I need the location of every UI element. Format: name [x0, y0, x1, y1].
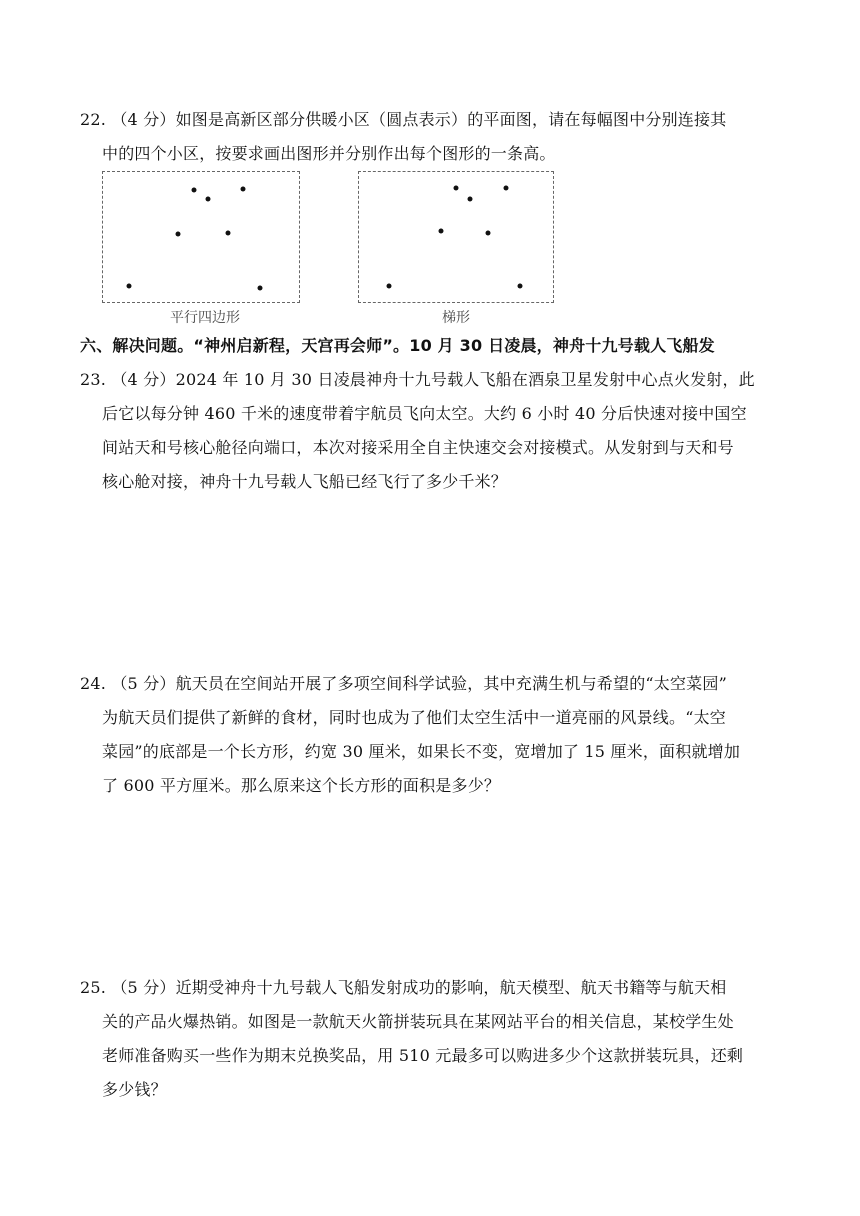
dot [258, 286, 263, 291]
dot [192, 188, 197, 193]
dot [454, 186, 459, 191]
q23-line-3: 间站天和号核心舱径向端口，本次对接采用全自主快速交会对接模式。从发射到与天和号 [102, 438, 734, 457]
dot [468, 197, 473, 202]
q25-line-3: 老师准备购买一些作为期末兑换奖品，用 510 元最多可以购进多少个这款拼装玩具，还剩 [102, 1046, 744, 1065]
figure-trapezoid-caption: 梯形 [442, 310, 470, 326]
dot [226, 231, 231, 236]
q24-line-2: 为航天员们提供了新鲜的食材，同时也成为了他们太空生活中一道亮丽的风景线。“太空 [102, 708, 726, 727]
dot [439, 229, 444, 234]
dot [387, 284, 392, 289]
q25-line-2: 关的产品火爆热销。如图是一款航天火箭拼装玩具在某网站平台的相关信息，某校学生处 [102, 1012, 734, 1031]
q25-line-1: 25. （5 分）近期受神舟十九号载人飞船发射成功的影响，航天模型、航天书籍等与航天相 [80, 978, 727, 997]
q23-line-4: 核心舱对接，神舟十九号载人飞船已经飞行了多少千米？ [102, 472, 508, 491]
dot [486, 231, 491, 236]
q23-line-2: 后它以每分钟 460 千米的速度带着宇航员飞向太空。大约 6 小时 40 分后快速对接中国空 [102, 404, 747, 423]
dot [241, 187, 246, 192]
q24-line-3: 菜园”的底部是一个长方形，约宽 30 厘米，如果长不变，宽增加了 15 厘米，面积就增加 [102, 742, 741, 761]
q25-line-4: 多少钱？ [102, 1080, 167, 1099]
section-6-heading: 六、解决问题。“神州启新程，天宫再会师”。10 月 30 日凌晨，神舟十九号载人飞船发 [80, 336, 715, 355]
dot [176, 232, 181, 237]
q22-line-2: 中的四个小区，按要求画出图形并分别作出每个图形的一条高。 [102, 144, 556, 163]
dot [206, 197, 211, 202]
figure-parallelogram-caption: 平行四边形 [170, 310, 240, 326]
dot [127, 284, 132, 289]
q23-line-1: 23. （4 分）2024 年 10 月 30 日凌晨神舟十九号载人飞船在酒泉卫星发射中心点火发射，此 [80, 370, 755, 389]
q22-line-1: 22. （4 分）如图是高新区部分供暖小区（圆点表示）的平面图，请在每幅图中分别连接其 [80, 110, 727, 129]
figure-parallelogram-box [102, 171, 300, 303]
dot [518, 284, 523, 289]
figure-trapezoid-box [358, 171, 554, 303]
dot [504, 186, 509, 191]
q24-line-4: 了 600 平方厘米。那么原来这个长方形的面积是多少？ [102, 776, 501, 795]
q24-line-1: 24. （5 分）航天员在空间站开展了多项空间科学试验，其中充满生机与希望的“太空菜园” [80, 674, 727, 693]
